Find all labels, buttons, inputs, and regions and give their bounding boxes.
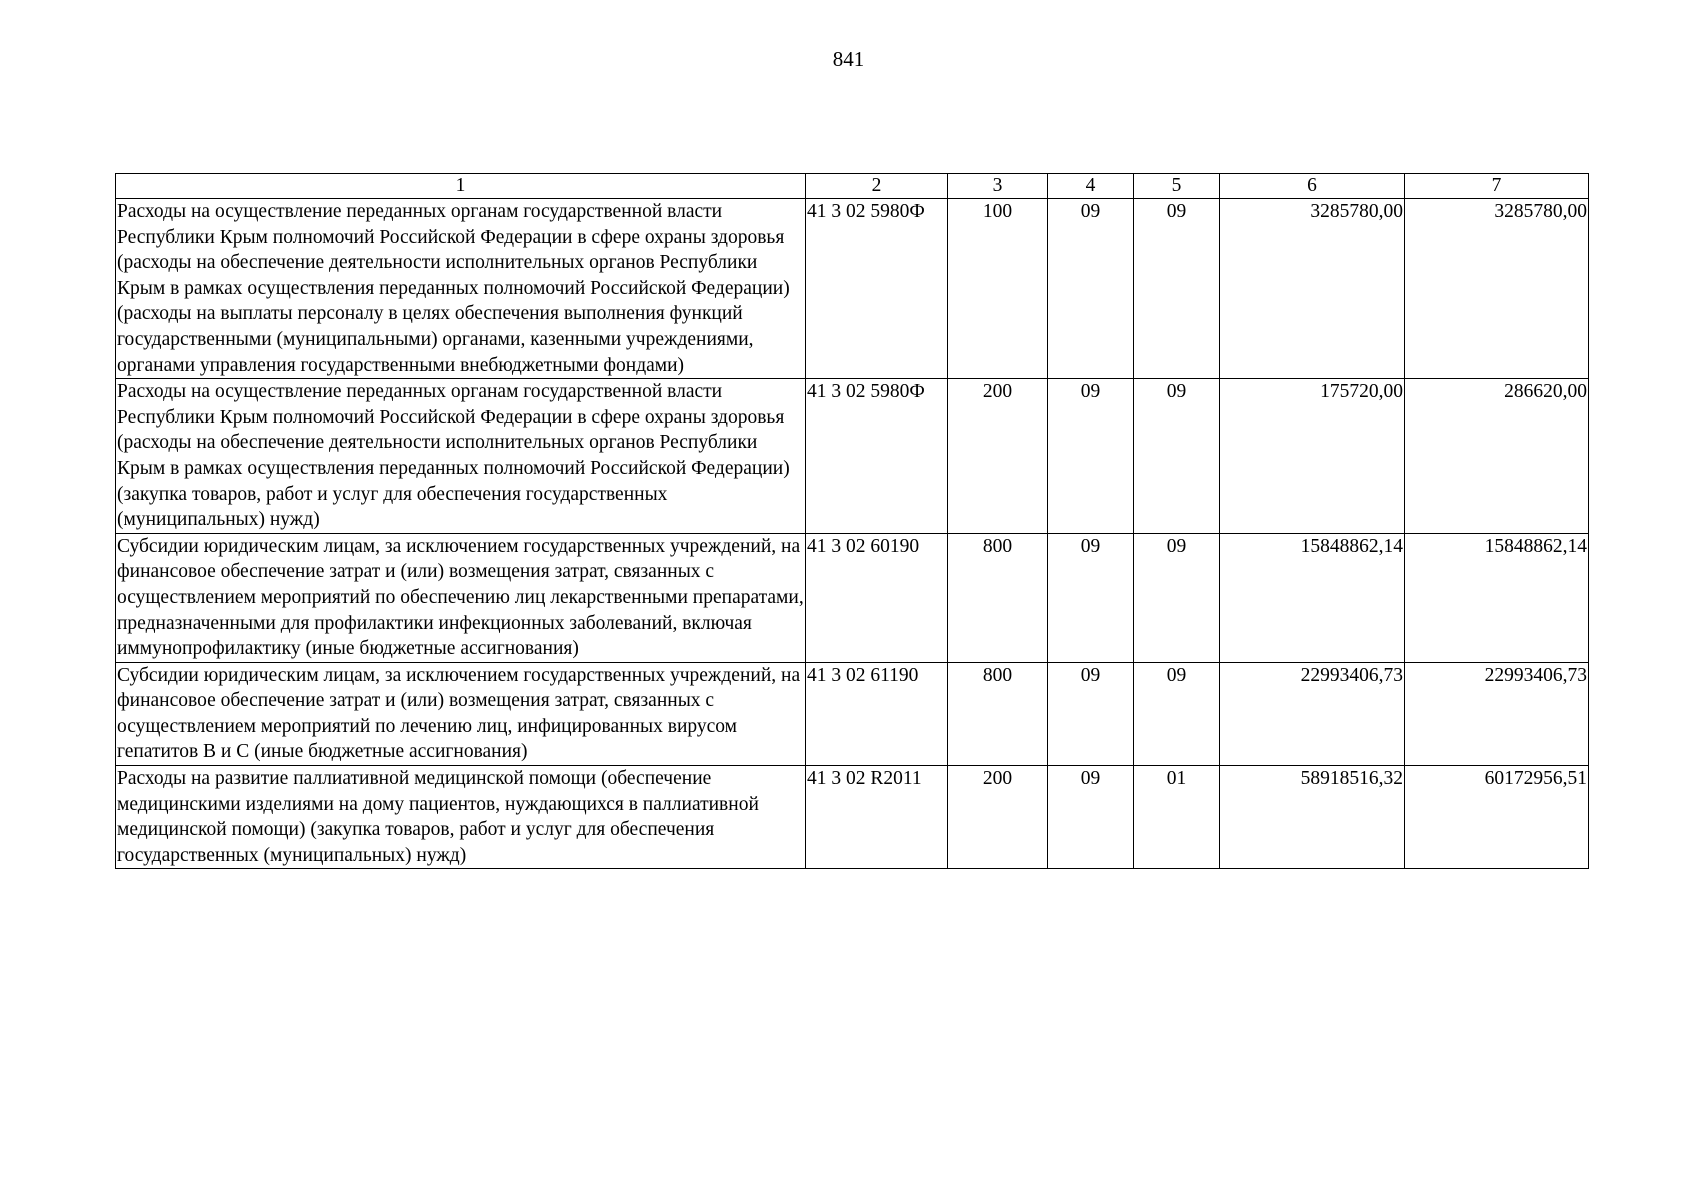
- table-row: [116, 533, 1589, 662]
- row-code: 41 3 02 5980Ф: [806, 379, 948, 534]
- table-body: [116, 199, 1589, 869]
- row-section: 09: [1048, 533, 1134, 662]
- row-amount-6: 22993406,73: [1220, 662, 1405, 765]
- row-description: Расходы на осуществление переданных органам государственной власти Республики Крым полномочий Российской Федерации в сфере охраны здоровья (расходы на обеспечение деятельности исполнительных органов Республики Крым в рамках осуществления переданных полномочий Российской Федерации) (закупка товаров, работ и услуг для обеспечения государственных (муниципальных) нужд): [116, 379, 806, 534]
- row-amount-6: 175720,00: [1220, 379, 1405, 534]
- row-description: Субсидии юридическим лицам, за исключением государственных учреждений, на финансовое обеспечение затрат и (или) возмещения затрат, связанных с осуществлением мероприятий по обеспечению лиц лекарственными препаратами, предназначенными для профилактики инфекционных заболеваний, включая иммунопрофилактику (иные бюджетные ассигнования): [116, 533, 806, 662]
- table-row: [116, 379, 1589, 534]
- row-subsection: 09: [1134, 533, 1220, 662]
- header-col-2: 2: [806, 174, 948, 199]
- table-row: [116, 662, 1589, 765]
- header-col-3: 3: [948, 174, 1048, 199]
- row-section: 09: [1048, 662, 1134, 765]
- header-col-7: 7: [1405, 174, 1589, 199]
- row-amount-7: 22993406,73: [1405, 662, 1589, 765]
- row-expense-type: 800: [948, 533, 1048, 662]
- row-amount-7: 15848862,14: [1405, 533, 1589, 662]
- row-section: 09: [1048, 199, 1134, 379]
- row-code: 41 3 02 60190: [806, 533, 948, 662]
- row-subsection: 09: [1134, 199, 1220, 379]
- budget-table: [115, 173, 1589, 869]
- row-subsection: 01: [1134, 766, 1220, 869]
- row-expense-type: 800: [948, 662, 1048, 765]
- table-header: [116, 174, 1589, 199]
- row-description: Расходы на осуществление переданных органам государственной власти Республики Крым полномочий Российской Федерации в сфере охраны здоровья (расходы на обеспечение деятельности исполнительных органов Республики Крым в рамках осуществления переданных полномочий Российской Федерации) (расходы на выплаты персоналу в целях обеспечения выполнения функций государственными (муниципальными) органами, казенными учреждениями, органами управления государственными внебюджетными фондами): [116, 199, 806, 379]
- header-row: [116, 174, 1589, 199]
- row-code: 41 3 02 5980Ф: [806, 199, 948, 379]
- row-code: 41 3 02 R2011: [806, 766, 948, 869]
- row-amount-7: 286620,00: [1405, 379, 1589, 534]
- header-col-1: 1: [116, 174, 806, 199]
- row-amount-6: 58918516,32: [1220, 766, 1405, 869]
- row-section: 09: [1048, 766, 1134, 869]
- row-expense-type: 200: [948, 766, 1048, 869]
- row-expense-type: 200: [948, 379, 1048, 534]
- row-amount-6: 15848862,14: [1220, 533, 1405, 662]
- header-col-6: 6: [1220, 174, 1405, 199]
- row-amount-7: 60172956,51: [1405, 766, 1589, 869]
- row-code: 41 3 02 61190: [806, 662, 948, 765]
- row-section: 09: [1048, 379, 1134, 534]
- row-subsection: 09: [1134, 662, 1220, 765]
- row-subsection: 09: [1134, 379, 1220, 534]
- row-amount-6: 3285780,00: [1220, 199, 1405, 379]
- table-row: [116, 199, 1589, 379]
- row-amount-7: 3285780,00: [1405, 199, 1589, 379]
- row-description: Расходы на развитие паллиативной медицинской помощи (обеспечение медицинскими изделиями на дому пациентов, нуждающихся в паллиативной медицинской помощи) (закупка товаров, работ и услуг для обеспечения государственных (муниципальных) нужд): [116, 766, 806, 869]
- page-number: 841: [832, 47, 865, 71]
- header-col-5: 5: [1134, 174, 1220, 199]
- header-col-4: 4: [1048, 174, 1134, 199]
- table-row: [116, 766, 1589, 869]
- row-expense-type: 100: [948, 199, 1048, 379]
- row-description: Субсидии юридическим лицам, за исключением государственных учреждений, на финансовое обеспечение затрат и (или) возмещения затрат, связанных с осуществлением мероприятий по лечению лиц, инфицированных вирусом гепатитов В и С (иные бюджетные ассигнования): [116, 662, 806, 765]
